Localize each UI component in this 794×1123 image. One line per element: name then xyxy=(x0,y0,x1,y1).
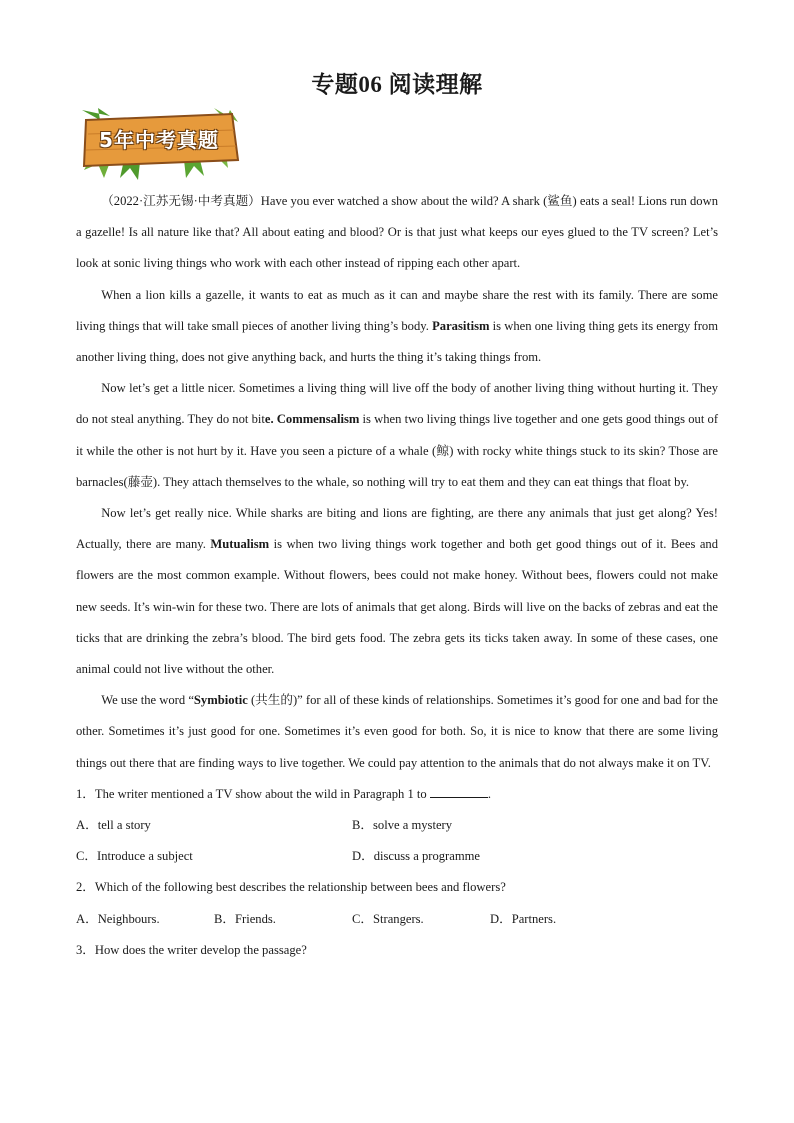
option-a: A．tell a story xyxy=(76,818,151,833)
paragraph-4: Now let’s get really nice. While sharks are biting and lions are fighting, are there any animals that just get along? Yes! Actually, there are many. Mutualism is when two living things work together and both get good things out of it. Bees and flowers are the most common example. Without flowers, bees could not make honey. Without bees, flowers could not make new seeds. It’s win-win for these two. There are lots of animals that get along. Birds will live on the backs of zebras and eat the ticks that are drinking the zebra’s blood. The bird gets food. The zebra gets its ticks taken away. In some of these cases, one animal could not live without the other. xyxy=(76,506,719,677)
question-1: 1．The writer mentioned a TV show about the wild in Paragraph 1 to . xyxy=(76,786,492,801)
paragraph-1: （2022·江苏无锡·中考真题）Have you ever watched a show about the wild? A shark (鲨鱼) eats a seal! Lions run down a gazelle! Is all nature like that? All about eating and blood? Or is that just what keeps our eyes glued to the TV screen? Let’s look at sonic living things who work with each other instead of ripping each other apart. xyxy=(76,194,718,271)
question-2: 2．Which of the following best describes the relationship between bees and flowers? xyxy=(76,880,506,895)
question-3: 3．How does the writer develop the passage? xyxy=(76,942,307,957)
badge-label: 5年中考真题 xyxy=(99,128,219,152)
answer-blank xyxy=(430,785,488,798)
question-1-options-row-1 xyxy=(76,810,718,841)
term-parasitism: Parasitism xyxy=(432,318,490,333)
question-2-options xyxy=(76,904,718,935)
page-title: 专题06 阅读理解 xyxy=(311,72,483,97)
reading-passage xyxy=(76,186,718,966)
paragraph-3: Now let’s get a little nicer. Sometimes a living thing will live off the body of another living thing without hurting it. They do not steal anything. They do not bite. Commensalism is when two living things live together and one gets good things out of it while the other is not hurt by it. Have you seen a picture of a whale (鲸) with rocky white things stuck to its skin? Those are barnacles(藤壶). They attach themselves to the whale, so nothing will try to eat them and they can eat things that float by. xyxy=(76,381,719,489)
paragraph-2: When a lion kills a gazelle, it wants to eat as much as it can and maybe share the rest with its family. There are some living things that will take small pieces of another living thing’s body. Parasitism is when one living thing gets its energy from another living thing, does not give anything back, and hurts the thing it’s taking things from. xyxy=(76,287,718,365)
paragraph-5: We use the word “Symbiotic (共生的)” for all of these kinds of relationships. Sometimes it’s good for one and bad for the other. Sometimes it’s just good for one. Sometimes it’s even good for both. So, it is nice to know that there are some living things out there that are finding ways to live together. We could pay attention to the animals that do not always make it on TV. xyxy=(76,693,718,770)
option-c: C．Strangers. xyxy=(352,911,424,926)
option-d: D．Partners. xyxy=(490,911,557,926)
term-symbiotic: Symbiotic xyxy=(193,693,248,708)
term-mutualism: Mutualism xyxy=(210,537,270,552)
option-b: B．solve a mystery xyxy=(352,818,453,833)
section-badge xyxy=(74,104,244,182)
option-b: B．Friends. xyxy=(214,911,276,926)
term-commensalism: e. Commensalism xyxy=(264,412,360,427)
option-a: A．Neighbours. xyxy=(76,911,160,926)
question-1-options-row-2 xyxy=(76,841,718,872)
option-c: C．Introduce a subject xyxy=(76,849,193,864)
option-d: D．discuss a programme xyxy=(352,849,481,864)
